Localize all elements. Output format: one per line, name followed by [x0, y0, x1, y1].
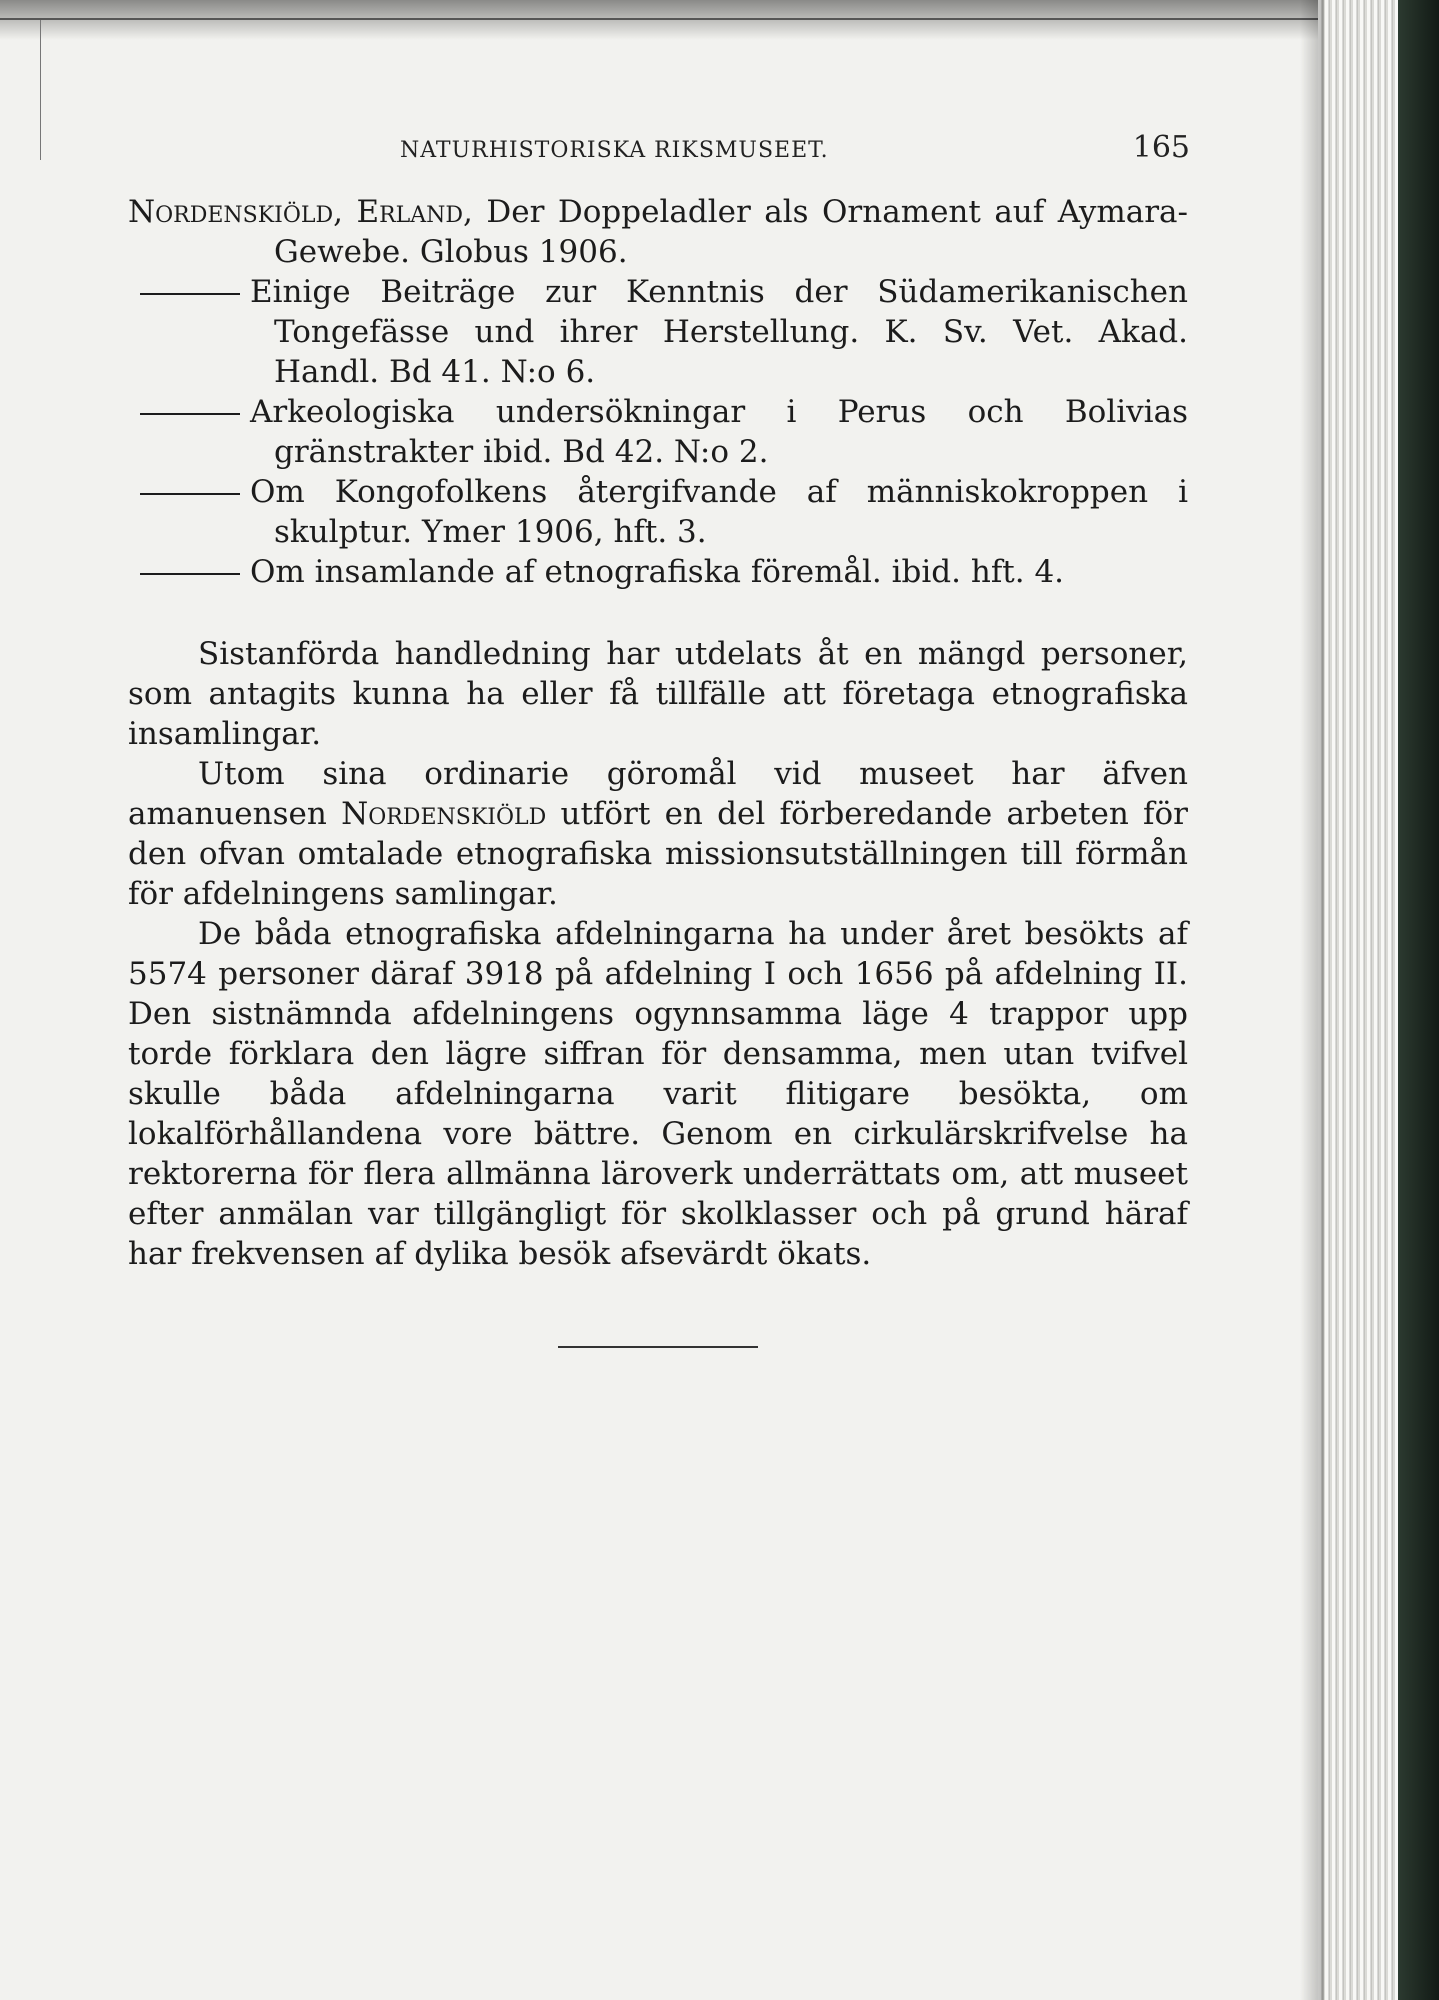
gutter-shadow: [1300, 0, 1324, 2000]
paragraph-amanuensis: [128, 754, 1188, 914]
ditto-dash: [140, 413, 240, 415]
page-header: [130, 130, 1190, 170]
paragraph-visitors: De båda etnografiska afdelningarna ha under året besökts af 5574 personer däraf 3918 på afdelning I och 1656 på afdelning II. Den sistnämnda afdelningens ogynnsamma läge 4 trappor upp torde förklara den lägre siffran för densamma, men utan tvifvel skulle båda afdelningarna varit flitigare besökta, om lokalförhållandena vore bättre. Genom en cirkulärskrifvelse ha rektorerna för flera allmänna läroverk underrättats om, att museet efter anmälan var tillgängligt för skolklasser och på grund häraf har frekvensen af dylika besök afsevärdt ökats.: [128, 916, 1188, 1272]
paragraph-handbook: Sistanförda handledning har utdelats åt en mängd personer, som antagits kunna ha eller få tillfälle att företaga etnografiska insamlingar.: [128, 636, 1188, 752]
ditto-dash: [140, 573, 240, 575]
entry-text: Arkeologiska undersökningar i Perus och Bolivias gränstrakter ibid. Bd 42. N:o 2.: [250, 394, 1188, 470]
person-name: Nordenskiöld: [341, 796, 547, 832]
page-number: 165: [1132, 130, 1190, 165]
bibliography-entry: [128, 552, 1188, 592]
running-title: NATURHISTORISKA RIKSMUSEET.: [400, 138, 829, 163]
top-edge-line: [0, 18, 1318, 20]
ditto-dash: [140, 493, 240, 495]
entry-text: Der Doppeladler als Ornament auf Aymara-Gewebe. Globus 1906.: [274, 194, 1189, 270]
entry-text: Om Kongofolkens återgifvande af människokroppen i skulptur. Ymer 1906, hft. 3.: [250, 474, 1188, 550]
paragraph-text: utfört en del förberedande arbeten för den ofvan omtalade etnografiska missionsutställningen till förmån för afdelningens samlingar.: [128, 796, 1188, 912]
book-cover-edge: [1398, 0, 1439, 2000]
entry-text: Einige Beiträge zur Kenntnis der Südamerikanischen Tongefässe und ihrer Herstellung. K. Sv. Vet. Akad. Handl. Bd 41. N:o 6.: [250, 274, 1188, 390]
bibliography-entry: [128, 472, 1188, 552]
page-content: [128, 192, 1188, 1348]
entry-text: Om insamlande af etnografiska föremål. ibid. hft. 4.: [250, 554, 1065, 590]
section-gap: [128, 592, 1188, 634]
bibliography-entry: [128, 272, 1188, 392]
bibliography-entry: [128, 192, 1188, 272]
paragraph-text: Utom sina ordinarie göromål vid museet har äfven amanuensen: [128, 756, 1188, 832]
bibliography-entry: [128, 392, 1188, 472]
top-edge-shadow: [0, 0, 1318, 40]
author-name: Nordenskiöld, Erland,: [128, 194, 473, 230]
ditto-dash: [140, 293, 240, 295]
left-margin-mark: [40, 20, 41, 160]
section-end-rule: [558, 1346, 758, 1348]
